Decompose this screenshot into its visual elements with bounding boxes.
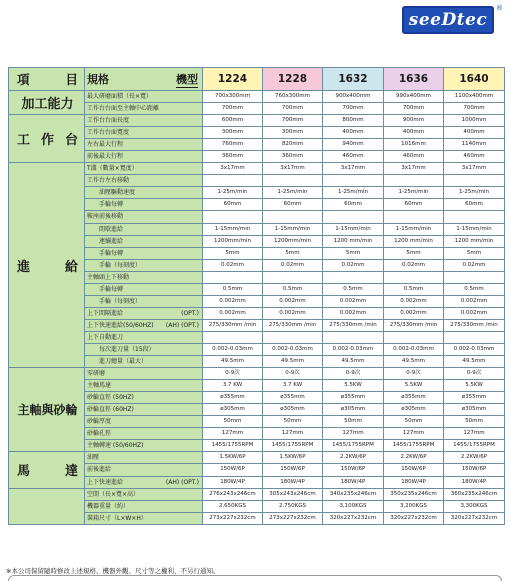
spec-label-text: 砂輪直徑 (50HZ) <box>87 394 134 402</box>
spec-label <box>85 356 203 368</box>
spec-label-text: 主軸頭上下移動 <box>87 273 130 281</box>
spec-label-note: (AH) (OPT.) <box>165 321 199 329</box>
spec-value-1636: 5.5KW <box>384 380 444 392</box>
spec-label <box>85 416 203 428</box>
spec-value-1636: 1016mm <box>384 139 444 151</box>
spec-label-text: 左右最大行程 <box>87 141 124 149</box>
spec-value-1640: 127mm <box>444 428 505 440</box>
spec-label <box>85 283 203 295</box>
model-1640: 1640 <box>444 68 505 91</box>
logo-text: seeDtec <box>408 10 488 30</box>
spec-label-text: 前後最大行程 <box>87 153 124 161</box>
spec-label <box>85 211 203 223</box>
spec-label <box>85 115 203 127</box>
item-header-char-2: 目 <box>65 72 78 87</box>
spec-label-text: 手輪（每刻度） <box>99 261 142 269</box>
spec-value-1228: 0-9次 <box>263 368 323 380</box>
category-char: 馬 <box>17 464 31 480</box>
spec-value-1224: 5mm <box>203 247 263 259</box>
spec-value-1640 <box>444 211 505 223</box>
spec-value-1228: 820mm <box>263 139 323 151</box>
spec-value-1224: 60mm <box>203 199 263 211</box>
spec-value-1636: 49.5mm <box>384 356 444 368</box>
spec-label <box>85 331 203 343</box>
spec-label-text: 手輪每轉 <box>99 201 124 209</box>
spec-value-1640: 49.5mm <box>444 356 505 368</box>
spec-value-1224: ø355mm <box>203 392 263 404</box>
spec-label <box>85 307 203 319</box>
spec-label-text: 最大研磨面積（長×寬） <box>87 93 153 101</box>
spec-label-text: 上下間隔進給 <box>87 309 124 317</box>
spec-label <box>85 428 203 440</box>
spec-value-1636: 60mm <box>384 199 444 211</box>
spec-label <box>85 271 203 283</box>
spec-label-text: 主軸馬達 <box>87 382 112 390</box>
spec-value-1224 <box>203 211 263 223</box>
spec-value-1228: 0.02mm <box>263 259 323 271</box>
spec-value-1640: 0.002-0.03mm <box>444 343 505 355</box>
spec-value-1636: 0.02mm <box>384 259 444 271</box>
spec-value-1228: 3x17mm <box>263 163 323 175</box>
spec-value-1228: 760x300mm <box>263 91 323 103</box>
spec-value-1636: 900mm <box>384 115 444 127</box>
category-label: 加工能力 <box>21 97 74 113</box>
spec-value-1632: 50mm <box>323 416 384 428</box>
spec-label-text: 工作台台面寬度 <box>87 129 130 137</box>
spec-label-text: 手輪每轉 <box>99 285 124 293</box>
spec-value-1228: 305x243x246cm <box>263 488 323 500</box>
model-1224: 1224 <box>203 68 263 91</box>
spec-row <box>9 115 505 127</box>
spec-value-1224 <box>203 331 263 343</box>
spec-label <box>85 295 203 307</box>
spec-value-1636: 275/330mm /min <box>384 319 444 331</box>
spec-value-1632 <box>323 175 384 187</box>
spec-value-1228: 275/330mm /min <box>263 319 323 331</box>
category-processing <box>9 91 85 115</box>
spec-value-1640 <box>444 271 505 283</box>
spec-value-1224: 180W/4P <box>203 476 263 488</box>
spec-value-1640: 400mm <box>444 127 505 139</box>
spec-value-1224: 1200mm/min <box>203 235 263 247</box>
spec-value-1228: 127mm <box>263 428 323 440</box>
spec-value-1632 <box>323 211 384 223</box>
spec-value-1640: 0-9次 <box>444 368 505 380</box>
spec-value-1228: 3.7 KW <box>263 380 323 392</box>
spec-value-1640: 180W/4P <box>444 476 505 488</box>
spec-value-1228: 1-25m/min <box>263 187 323 199</box>
spec-value-1224 <box>203 175 263 187</box>
category-char: 台 <box>64 133 78 149</box>
spec-value-1224: 700mm <box>203 103 263 115</box>
spec-value-1636: 0.002mm <box>384 307 444 319</box>
spec-value-1224: 1.5KW/6P <box>203 452 263 464</box>
spec-value-1632: 3,100KGS <box>323 500 384 512</box>
spec-value-1224: 50mm <box>203 416 263 428</box>
spec-model-header <box>85 68 203 91</box>
spec-value-1636: 0.002mm <box>384 295 444 307</box>
spec-value-1228: 1.5KW/6P <box>263 452 323 464</box>
spec-label <box>85 476 203 488</box>
spec-row <box>9 91 505 103</box>
spec-value-1636: 127mm <box>384 428 444 440</box>
spec-value-1640: 700mm <box>444 103 505 115</box>
spec-value-1228: ø355mm <box>263 392 323 404</box>
spec-row <box>9 452 505 464</box>
spec-value-1228: 5mm <box>263 247 323 259</box>
spec-value-1640: ø305mm <box>444 404 505 416</box>
spec-value-1640: 0.02mm <box>444 259 505 271</box>
spec-value-1632: 0.02mm <box>323 259 384 271</box>
spec-value-1228 <box>263 211 323 223</box>
spec-label-text: T溝（數量×寬度） <box>87 165 138 173</box>
spec-value-1224: 300mm <box>203 127 263 139</box>
category-feed <box>9 163 85 368</box>
spec-label-text: 砂輪厚度 <box>87 418 112 426</box>
spec-value-1636: 3,200KGS <box>384 500 444 512</box>
spec-label-text: 空間（長×寬×高） <box>87 490 140 498</box>
spec-value-1224: 150W/6P <box>203 464 263 476</box>
spec-value-1224: 600mm <box>203 115 263 127</box>
spec-label-text: 砂輪直徑 (60HZ) <box>87 406 134 414</box>
spec-label <box>85 127 203 139</box>
footnote: ※本公司保留隨時修改上述規格、機器外觀、尺寸等之權利，不另行通知。 <box>6 567 220 575</box>
spec-value-1636: ø355mm <box>384 392 444 404</box>
spec-value-1640: 1-25m/min <box>444 187 505 199</box>
spec-label-text: 砂輪孔徑 <box>87 430 112 438</box>
spec-label <box>85 512 203 524</box>
spec-value-1632: 340x235x246cm <box>323 488 384 500</box>
spec-label-note: (AH) (OPT.) <box>165 478 199 486</box>
spec-value-1640: ø355mm <box>444 392 505 404</box>
spec-value-1632: 700mm <box>323 103 384 115</box>
spec-value-1636: 320x227x232cm <box>384 512 444 524</box>
spec-value-1228: 50mm <box>263 416 323 428</box>
bottom-frame <box>8 575 502 581</box>
spec-value-1632: 320x227x232cm <box>323 512 384 524</box>
spec-label-text: 裝箱尺寸（L×W×H） <box>87 514 147 522</box>
spec-value-1640: 360x235x246cm <box>444 488 505 500</box>
spec-value-1632: 5.5KW <box>323 380 384 392</box>
spec-value-1228: 700mm <box>263 103 323 115</box>
spec-value-1636 <box>384 175 444 187</box>
spec-value-1228: 273x227x232cm <box>263 512 323 524</box>
spec-label <box>85 368 203 380</box>
category-label: 主軸與砂輪 <box>17 403 78 418</box>
spec-row <box>9 368 505 380</box>
spec-label-text: 工作台台面至主軸中心距離 <box>87 105 160 113</box>
spec-value-1228: 180W/4P <box>263 476 323 488</box>
spec-label-text: 工作台台面長度 <box>87 117 130 125</box>
spec-value-1224: 1455/1755RPM <box>203 440 263 452</box>
spec-value-1640 <box>444 175 505 187</box>
spec-value-1228: 700mm <box>263 115 323 127</box>
spec-value-1640: 60mm <box>444 199 505 211</box>
spec-label <box>85 404 203 416</box>
spec-value-1228: 2,750KGS <box>263 500 323 512</box>
spec-value-1632: ø305mm <box>323 404 384 416</box>
spec-label <box>85 259 203 271</box>
spec-value-1632: 0.002mm <box>323 295 384 307</box>
spec-label-text: 前後進給 <box>87 466 112 474</box>
spec-label <box>85 380 203 392</box>
spec-value-1636 <box>384 331 444 343</box>
spec-label <box>85 139 203 151</box>
spec-value-1640: 1455/1755RPM <box>444 440 505 452</box>
spec-value-1640 <box>444 331 505 343</box>
spec-value-1224: 276x243x246cm <box>203 488 263 500</box>
spec-value-1228: ø305mm <box>263 404 323 416</box>
spec-value-1636: 3x17mm <box>384 163 444 175</box>
spec-value-1632: 3x17mm <box>323 163 384 175</box>
spec-value-1636: 400mm <box>384 127 444 139</box>
spec-value-1640: 460mm <box>444 151 505 163</box>
item-header <box>9 68 85 91</box>
spec-label-text: 連續進給 <box>99 237 124 245</box>
spec-value-1640: 1100x400mm <box>444 91 505 103</box>
model-header: 機型 <box>176 72 198 86</box>
spec-value-1224: 700x300mm <box>203 91 263 103</box>
spec-label-text: 上下快速進給 <box>87 478 124 486</box>
spec-label <box>85 464 203 476</box>
spec-value-1632: 180W/4P <box>323 476 384 488</box>
spec-value-1636: 180W/4P <box>384 476 444 488</box>
spec-value-1636: 150W/6P <box>384 464 444 476</box>
category-char: 作 <box>40 133 54 149</box>
spec-value-1632: 1-15mm/min <box>323 223 384 235</box>
spec-value-1632: 1-25m/min <box>323 187 384 199</box>
spec-body <box>9 91 505 525</box>
spec-value-1632: ø355mm <box>323 392 384 404</box>
spec-value-1224: 2,650KGS <box>203 500 263 512</box>
spec-value-1640: 5.5KW <box>444 380 505 392</box>
spec-value-1224 <box>203 271 263 283</box>
spec-value-1224: ø305mm <box>203 404 263 416</box>
spec-value-1632: 1200 mm/min <box>323 235 384 247</box>
spec-value-1632: 5mm <box>323 247 384 259</box>
spec-row <box>9 488 505 500</box>
category-char: 達 <box>64 464 78 480</box>
spec-label <box>85 488 203 500</box>
spec-row <box>9 163 505 175</box>
spec-label <box>85 175 203 187</box>
spec-label <box>85 235 203 247</box>
spec-label <box>85 247 203 259</box>
spec-label <box>85 151 203 163</box>
spec-value-1632: 1455/1755RPM <box>323 440 384 452</box>
model-1632: 1632 <box>323 68 384 91</box>
spec-value-1228 <box>263 175 323 187</box>
spec-label-text: 零研磨 <box>87 370 106 378</box>
category-char: 給 <box>64 259 78 275</box>
spec-value-1636: 2.2KW/6P <box>384 452 444 464</box>
spec-value-1224: 3x17mm <box>203 163 263 175</box>
spec-label-text: 上下快速進給(50/60HZ) <box>87 321 154 329</box>
spec-value-1640: 50mm <box>444 416 505 428</box>
spec-value-1636: 0-9次 <box>384 368 444 380</box>
category-char: 工 <box>17 133 31 149</box>
category-spindle <box>9 368 85 452</box>
spec-value-1640: 2.2KW/6P <box>444 452 505 464</box>
spec-value-1636: ø305mm <box>384 404 444 416</box>
spec-label-text: 工作台左右移動 <box>87 177 130 185</box>
spec-value-1636: 5mm <box>384 247 444 259</box>
spec-value-1632 <box>323 271 384 283</box>
category-motor <box>9 452 85 488</box>
spec-value-1632: 800mm <box>323 115 384 127</box>
spec-value-1224: 0.5mm <box>203 283 263 295</box>
spec-value-1636: 1200 mm/min <box>384 235 444 247</box>
spec-value-1224: 0.002mm <box>203 307 263 319</box>
spec-value-1640: 0.002mm <box>444 307 505 319</box>
spec-value-1228: 300mm <box>263 127 323 139</box>
spec-value-1636: 990x400mm <box>384 91 444 103</box>
spec-value-1228: 60mm <box>263 199 323 211</box>
model-1228: 1228 <box>263 68 323 91</box>
spec-value-1636 <box>384 271 444 283</box>
spec-value-1640: 5mm <box>444 247 505 259</box>
spec-label-text: 油壓驅動速度 <box>99 189 136 197</box>
spec-value-1224: 760mm <box>203 139 263 151</box>
spec-value-1632: 150W/6P <box>323 464 384 476</box>
spec-header: 規格 <box>87 73 109 86</box>
spec-label <box>85 343 203 355</box>
spec-value-1228 <box>263 271 323 283</box>
spec-label <box>85 103 203 115</box>
category-blank <box>9 488 85 524</box>
spec-value-1636: 350x235x246cm <box>384 488 444 500</box>
spec-label-text: 進刀總量（最大） <box>99 358 148 366</box>
spec-label-text: 主軸轉速 (50/60HZ) <box>87 442 144 450</box>
spec-value-1636 <box>384 211 444 223</box>
spec-value-1632: 2.2KW/6P <box>323 452 384 464</box>
spec-value-1224: 273x227x232cm <box>203 512 263 524</box>
category-char: 進 <box>17 259 31 275</box>
spec-value-1632: 49.5mm <box>323 356 384 368</box>
category-table <box>9 115 85 163</box>
spec-table <box>8 67 505 525</box>
spec-label-text: 油壓 <box>87 454 100 462</box>
spec-label <box>85 163 203 175</box>
spec-value-1632: 900x400mm <box>323 91 384 103</box>
spec-label <box>85 392 203 404</box>
spec-value-1228: 49.5mm <box>263 356 323 368</box>
spec-value-1228: 150W/6P <box>263 464 323 476</box>
spec-label <box>85 440 203 452</box>
spec-value-1640: 150W/6P <box>444 464 505 476</box>
spec-value-1636: 0.002-0.03mm <box>384 343 444 355</box>
spec-value-1640: 275/330mm /min <box>444 319 505 331</box>
spec-value-1228: 360mm <box>263 151 323 163</box>
spec-value-1632: 127mm <box>323 428 384 440</box>
spec-value-1640: 3x17mm <box>444 163 505 175</box>
spec-label-text: 間歇進給 <box>99 225 124 233</box>
spec-value-1632: 0.002-0.03mm <box>323 343 384 355</box>
spec-value-1224: 1-15mm/min <box>203 223 263 235</box>
item-header-char-1: 項 <box>17 72 30 87</box>
spec-value-1224: 3.7 KW <box>203 380 263 392</box>
spec-value-1636: 1455/1755RPM <box>384 440 444 452</box>
spec-value-1636: 0.5mm <box>384 283 444 295</box>
spec-value-1640: 0.002mm <box>444 295 505 307</box>
spec-value-1636: 700mm <box>384 103 444 115</box>
spec-value-1224: 49.5mm <box>203 356 263 368</box>
spec-value-1224: 360mm <box>203 151 263 163</box>
spec-label-text: 機器重量（約） <box>87 502 130 510</box>
spec-value-1636: 1-15mm/min <box>384 223 444 235</box>
registered-mark: ® <box>496 4 503 12</box>
spec-value-1632: 400mm <box>323 127 384 139</box>
spec-value-1224: 0.002mm <box>203 295 263 307</box>
spec-value-1224: 127mm <box>203 428 263 440</box>
spec-label-text: 鞍座前後移動 <box>87 213 124 221</box>
spec-value-1632: 0.002mm <box>323 307 384 319</box>
spec-value-1632 <box>323 331 384 343</box>
spec-value-1228: 1455/1755RPM <box>263 440 323 452</box>
spec-value-1640: 3,300KGS <box>444 500 505 512</box>
spec-value-1228: 0.002-0.03mm <box>263 343 323 355</box>
spec-value-1224: 1-25m/min <box>203 187 263 199</box>
spec-label <box>85 187 203 199</box>
spec-label <box>85 452 203 464</box>
spec-value-1632: 940mm <box>323 139 384 151</box>
spec-value-1640: 1000mm <box>444 115 505 127</box>
spec-value-1224: 0.002-0.03mm <box>203 343 263 355</box>
spec-value-1228: 0.002mm <box>263 295 323 307</box>
spec-value-1640: 1200 mm/min <box>444 235 505 247</box>
spec-value-1228: 1200mm/min <box>263 235 323 247</box>
spec-label <box>85 199 203 211</box>
spec-label <box>85 223 203 235</box>
spec-label-text: 每次進刀量（15段） <box>99 346 155 353</box>
spec-value-1636: 50mm <box>384 416 444 428</box>
spec-value-1224: 0.02mm <box>203 259 263 271</box>
spec-value-1224: 275/330mm /min <box>203 319 263 331</box>
brand-logo <box>402 6 502 36</box>
spec-label <box>85 500 203 512</box>
spec-value-1228: 0.5mm <box>263 283 323 295</box>
spec-value-1640: 320x227x232cm <box>444 512 505 524</box>
spec-value-1640: 1140mm <box>444 139 505 151</box>
logo-badge <box>402 6 494 34</box>
spec-label-note: (OPT.) <box>181 309 199 317</box>
spec-value-1632: 60mm <box>323 199 384 211</box>
spec-value-1632: 275/330mm /min <box>323 319 384 331</box>
spec-value-1640: 1-15mm/min <box>444 223 505 235</box>
spec-label <box>85 91 203 103</box>
spec-label-text: 上下自動進刀 <box>87 333 124 341</box>
spec-value-1636: 1-25m/min <box>384 187 444 199</box>
spec-value-1228: 1-15mm/min <box>263 223 323 235</box>
spec-value-1228 <box>263 331 323 343</box>
spec-label-text: 手輪每轉 <box>99 249 124 257</box>
spec-value-1632: 0.5mm <box>323 283 384 295</box>
spec-label-text: 手輪（每刻度） <box>99 297 142 305</box>
spec-value-1636: 460mm <box>384 151 444 163</box>
spec-label <box>85 319 203 331</box>
spec-value-1632: 0-9次 <box>323 368 384 380</box>
spec-value-1228: 0.002mm <box>263 307 323 319</box>
model-1636: 1636 <box>384 68 444 91</box>
spec-value-1632: 460mm <box>323 151 384 163</box>
spec-value-1640: 0.5mm <box>444 283 505 295</box>
header-row <box>9 68 505 91</box>
spec-value-1224: 0-9次 <box>203 368 263 380</box>
